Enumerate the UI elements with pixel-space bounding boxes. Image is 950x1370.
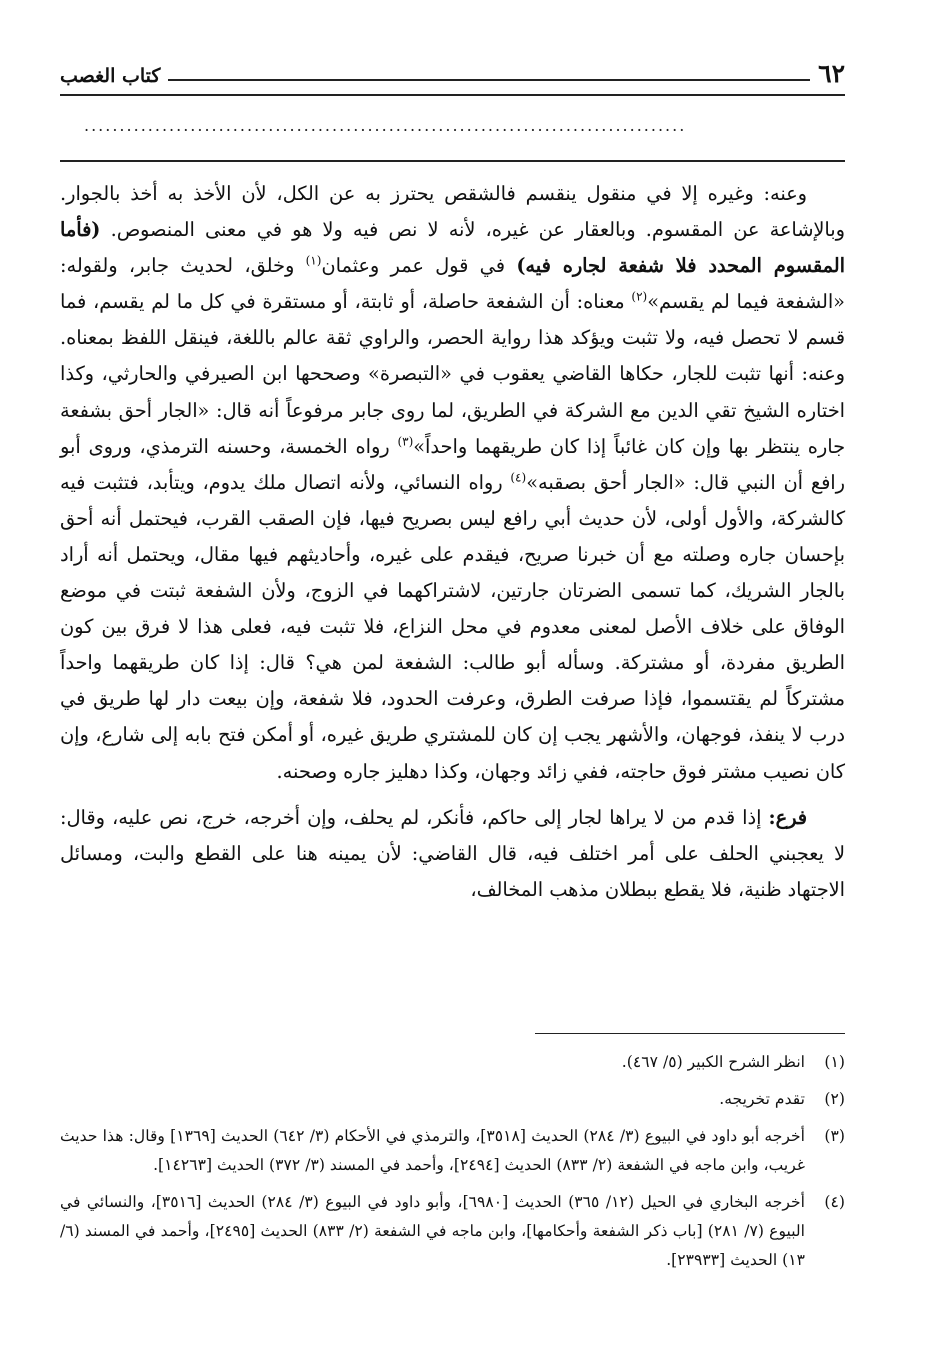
text-segment: رواه الخمسة، وحسنه الترمذي، وروى أبو رافع أن النبي قال: «الجار أحق بصقبه» (60, 434, 845, 494)
footnote-number: (٤) (824, 1193, 845, 1211)
footnote-item (60, 1085, 845, 1114)
text-segment: وعنه: وغيره إلا في منقول ينقسم فالشقص يحترز به عن الكل، لأن الأخذ به أخذ بالجوار. وبالإشاعة عن المقسوم. وبالعقار عن غيره، لأنه لا نص فيه ولا هو في معنى المنصوص. (60, 182, 845, 242)
footnote-ref-4[interactable]: (٤) (510, 470, 527, 485)
footnote-item (60, 1188, 845, 1275)
header-rule-area (168, 46, 810, 86)
footnote-item (60, 1122, 845, 1180)
text-segment: في قول عمر وعثمان (321, 254, 505, 278)
footnote-text: انظر الشرح الكبير (٥/ ٤٦٧). (621, 1053, 805, 1071)
text-divider (60, 160, 845, 162)
book-title: كتاب الغصب (60, 65, 161, 87)
text-segment: رواه النسائي، ولأنه اتصال ملك يدوم، ويتأبد، فتثبت فيه كالشركة، والأول أولى، لأن حديث أبي رافع ليس بصريح فيها، فإن الصقب القرب، فيحتمل أنه أحق بإحسان جاره وصلته مع أن خبرنا صريح، فيقدم على غيره، وأحاديثهم فيها مقال، ويحتمل أنه أراد بالجار الشريك، كما تسمى الضرتان جارتين، لاشتراكهما في الزوج، ولأن الشفعة ثبتت في موضع الوفاق على خلاف الأصل لمعنى معدوم في محل النزاع، فلا تثبت فيه، فعلى هذا لا فرق بين كون الطريق مفردة، أو مشتركة. وسأله أبو طالب: الشفعة لمن هي؟ قال: إذا كان طريقهما واحداً مشتركاً لم يقتسموا، فإذا صرفت الطرق، وعرفت الحدود، فلا شفعة، وإن بيعت دار لها طريق في درب لا ينفذ، فوجهان، والأشهر يجب إن كان للمشتري طريق غيره، أو أمكن فتح بابه إلى شارع، وإن كان نصيب مشتر فوق حاجته، ففي زائد وجهان، وكذا دهليز جاره وصحنه. (60, 470, 845, 783)
footnote-ref-3[interactable]: (٣) (397, 434, 414, 449)
page-number: ٦٢ (818, 59, 845, 88)
paragraph-main (60, 176, 845, 790)
footnote-text: تقدم تخريجه. (719, 1090, 805, 1108)
far-label: فرع: (768, 805, 807, 829)
footnote-number: (٢) (824, 1090, 845, 1108)
footnotes (60, 1048, 845, 1283)
text-segment: معناه: أن الشفعة حاصلة، أو ثابتة، أو مستقرة في كل ما لم يقسم، فما قسم لا تحصل فيه، ولا تثبت ويؤكد هذا رواية الحصر، والراوي ثقة عالم باللغة، فينقل اللفظ بمعناه. وعنه: أنها تثبت للجار، حكاها القاضي يعقوب في «التبصرة» وصححها ابن الصيرفي والحارثي، وكذا اختاره الشيخ تقي الدين مع الشركة في الطريق، لما روى جابر مرفوعاً أنه قال: «الجار أحق بشفعة جاره ينتظر بها وإن كان غائباً إذا كان طريقهما واحداً» (60, 290, 846, 458)
top-divider (60, 94, 845, 96)
text-segment: وخلق، لحديث جابر، ولقوله: «الشفعة فيما لم يقسم» (60, 254, 845, 314)
page-header (60, 46, 845, 86)
main-text (60, 176, 845, 908)
header-rule (168, 79, 810, 81)
footnote-text: أخرجه أبو داود في البيوع (٣/ ٢٨٤) الحديث [٣٥١٨]، والترمذي في الأحكام (٣/ ٦٤٢) الحديث [١٣٦٩] وقال: هذا حديث غريب، وابن ماجه في الشفعة (٢/ ٨٣٣) الحديث [٢٤٩٤]، وأحمد في المسند (٣/ ٣٧٢) الحديث [١٤٢٦٣]. (60, 1127, 805, 1174)
footnote-number: (٣) (824, 1127, 845, 1145)
footnote-item (60, 1048, 845, 1077)
footnote-divider (535, 1033, 845, 1034)
dotted-separator: ..................................................................................... (84, 116, 687, 135)
footnote-text: أخرجه البخاري في الحيل (١٢/ ٣٦٥) الحديث [٦٩٨٠]، وأبو داود في البيوع (٣/ ٢٨٤) الحديث [٣٥١٦]، والنسائي في البيوع (٧/ ٢٨١) [باب ذكر الشفعة وأحكامها]، وابن ماجه في الشفعة (٢/ ٨٣٣) الحديث [٢٤٩٥]، وأحمد في المسند (٦/ ١٣) الحديث [٢٣٩٣٣]. (60, 1193, 806, 1269)
paragraph-far (60, 800, 845, 908)
matn-bold-text: (فأما المقسوم المحدد فلا شفعة لجاره فيه) (60, 218, 845, 278)
footnote-ref-1[interactable]: (١) (305, 253, 322, 268)
footnote-ref-2[interactable]: (٢) (631, 289, 648, 304)
footnote-number: (١) (824, 1053, 845, 1071)
book-page (60, 40, 845, 1340)
text-segment: إذا قدم من لا يراها لجار إلى حاكم، فأنكر، لم يحلف، وإن أخرجه، خرج، نص عليه، وقال: لا يعجبني الحلف على أمر اختلف فيه، قال القاضي: لأن يمينه هنا على القطع والبت، ومسائل الاجتهاد ظنية، فلا يقطع ببطلان مذهب المخالف، (60, 805, 845, 901)
